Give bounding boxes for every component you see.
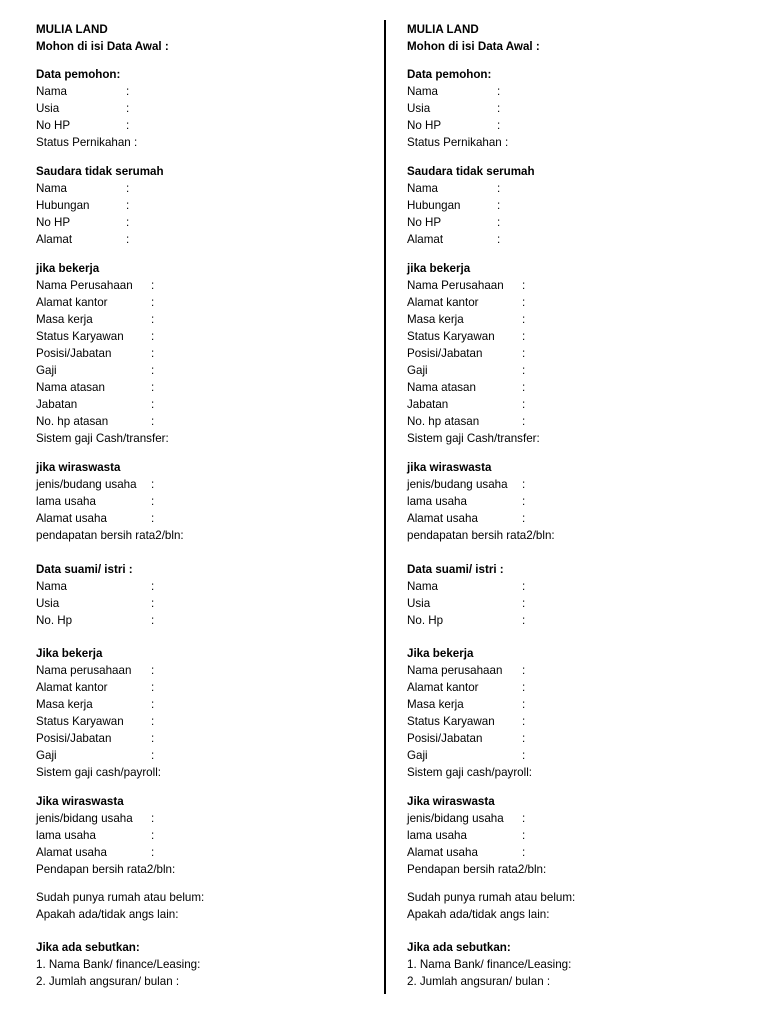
field-spouse-work-period: Masa kerja : (407, 698, 526, 711)
field-installment-amount: 2. Jumlah angsuran/ bulan : (36, 975, 180, 988)
section-spouse-employed-title: Jika bekerja (407, 647, 474, 660)
section-applicant-title: Data pemohon: (407, 68, 492, 81)
field-spouse-employee-status: Status Karyawan : (407, 715, 526, 728)
field-spouse-business-type: jenis/bidang usaha : (36, 812, 155, 825)
field-spouse-employee-status: Status Karyawan : (36, 715, 155, 728)
section-installment-title: Jika ada sebutkan: (407, 941, 511, 954)
field-work-period: Masa kerja : (36, 313, 155, 326)
field-applicant-name: Nama : (407, 85, 501, 98)
field-spouse-company: Nama perusahaan : (407, 664, 526, 677)
field-spouse-position: Posisi/Jabatan : (407, 732, 526, 745)
section-spouse-title: Data suami/ istri : (407, 563, 504, 576)
field-spouse-age: Usia : (36, 597, 155, 610)
field-spouse-age: Usia : (407, 597, 526, 610)
field-position: Posisi/Jabatan : (36, 347, 155, 360)
field-company-name: Nama Perusahaan : (407, 279, 526, 292)
field-installment-amount: 2. Jumlah angsuran/ bulan : (407, 975, 551, 988)
field-work-period: Masa kerja : (407, 313, 526, 326)
field-spouse-office-address: Alamat kantor : (407, 681, 526, 694)
field-supervisor-name: Nama atasan : (36, 381, 155, 394)
field-spouse-phone: No. Hp : (407, 614, 526, 627)
field-applicant-phone: No HP : (36, 119, 130, 132)
field-relative-relation: Hubungan : (36, 199, 130, 212)
field-spouse-company: Nama perusahaan : (36, 664, 155, 677)
field-spouse-phone: No. Hp : (36, 614, 155, 627)
field-spouse-business-address: Alamat usaha : (36, 846, 155, 859)
section-applicant-title: Data pemohon: (36, 68, 121, 81)
section-self-employed-title: jika wiraswasta (407, 461, 492, 474)
field-spouse-name: Nama : (36, 580, 155, 593)
field-spouse-salary: Gaji : (36, 749, 155, 762)
field-spouse-salary-system: Sistem gaji cash/payroll: (407, 766, 533, 779)
field-spouse-business-address: Alamat usaha : (407, 846, 526, 859)
field-business-type: jenis/budang usaha : (407, 478, 526, 491)
field-relative-phone: No HP : (36, 216, 130, 229)
field-business-address: Alamat usaha : (36, 512, 155, 525)
form-instruction: Mohon di isi Data Awal : (407, 40, 540, 53)
field-employee-status: Status Karyawan : (36, 330, 155, 343)
field-supervisor-position: Jabatan : (36, 398, 155, 411)
field-relative-address: Alamat : (407, 233, 501, 246)
section-employed-title: jika bekerja (36, 262, 100, 275)
field-net-income: pendapatan bersih rata2/bln: (407, 529, 555, 542)
field-spouse-business-type: jenis/bidang usaha : (407, 812, 526, 825)
section-relative-title: Saudara tidak serumah (407, 165, 535, 178)
field-relative-name: Nama : (407, 182, 501, 195)
field-employee-status: Status Karyawan : (407, 330, 526, 343)
field-spouse-salary: Gaji : (407, 749, 526, 762)
field-salary: Gaji : (36, 364, 155, 377)
field-office-address: Alamat kantor : (407, 296, 526, 309)
section-spouse-title: Data suami/ istri : (36, 563, 133, 576)
field-other-installments: Apakah ada/tidak angs lain: (407, 908, 550, 921)
field-spouse-office-address: Alamat kantor : (36, 681, 155, 694)
field-spouse-business-duration: lama usaha : (407, 829, 526, 842)
field-business-address: Alamat usaha : (407, 512, 526, 525)
section-relative-title: Saudara tidak serumah (36, 165, 164, 178)
field-spouse-net-income: Pendapan bersih rata2/bln: (36, 863, 176, 876)
form-column-right (407, 21, 767, 990)
section-employed-title: jika bekerja (407, 262, 471, 275)
field-bank-name: 1. Nama Bank/ finance/Leasing: (407, 958, 572, 971)
field-net-income: pendapatan bersih rata2/bln: (36, 529, 184, 542)
section-self-employed-title: jika wiraswasta (36, 461, 121, 474)
field-business-type: jenis/budang usaha : (36, 478, 155, 491)
section-spouse-self-employed-title: Jika wiraswasta (407, 795, 495, 808)
company-name: MULIA LAND (407, 23, 479, 36)
field-bank-name: 1. Nama Bank/ finance/Leasing: (36, 958, 201, 971)
field-supervisor-position: Jabatan : (407, 398, 526, 411)
field-applicant-name: Nama : (36, 85, 130, 98)
field-spouse-work-period: Masa kerja : (36, 698, 155, 711)
field-spouse-business-duration: lama usaha : (36, 829, 155, 842)
field-own-house: Sudah punya rumah atau belum: (36, 891, 205, 904)
field-supervisor-phone: No. hp atasan : (407, 415, 526, 428)
company-name: MULIA LAND (36, 23, 108, 36)
section-spouse-self-employed-title: Jika wiraswasta (36, 795, 124, 808)
field-relative-name: Nama : (36, 182, 130, 195)
field-spouse-net-income: Pendapan bersih rata2/bln: (407, 863, 547, 876)
field-supervisor-phone: No. hp atasan : (36, 415, 155, 428)
field-own-house: Sudah punya rumah atau belum: (407, 891, 576, 904)
field-relative-relation: Hubungan : (407, 199, 501, 212)
field-spouse-position: Posisi/Jabatan : (36, 732, 155, 745)
field-applicant-phone: No HP : (407, 119, 501, 132)
field-business-duration: lama usaha : (407, 495, 526, 508)
field-applicant-age: Usia : (36, 102, 130, 115)
form-column-left (36, 21, 396, 990)
field-supervisor-name: Nama atasan : (407, 381, 526, 394)
field-other-installments: Apakah ada/tidak angs lain: (36, 908, 179, 921)
field-office-address: Alamat kantor : (36, 296, 155, 309)
section-spouse-employed-title: Jika bekerja (36, 647, 103, 660)
field-salary: Gaji : (407, 364, 526, 377)
field-salary-system: Sistem gaji Cash/transfer: (407, 432, 540, 445)
field-relative-address: Alamat : (36, 233, 130, 246)
field-salary-system: Sistem gaji Cash/transfer: (36, 432, 169, 445)
field-business-duration: lama usaha : (36, 495, 155, 508)
field-company-name: Nama Perusahaan : (36, 279, 155, 292)
field-marital-status: Status Pernikahan : (407, 136, 509, 149)
field-position: Posisi/Jabatan : (407, 347, 526, 360)
field-relative-phone: No HP : (407, 216, 501, 229)
field-spouse-name: Nama : (407, 580, 526, 593)
form-instruction: Mohon di isi Data Awal : (36, 40, 169, 53)
field-marital-status: Status Pernikahan : (36, 136, 138, 149)
field-applicant-age: Usia : (407, 102, 501, 115)
field-spouse-salary-system: Sistem gaji cash/payroll: (36, 766, 162, 779)
section-installment-title: Jika ada sebutkan: (36, 941, 140, 954)
